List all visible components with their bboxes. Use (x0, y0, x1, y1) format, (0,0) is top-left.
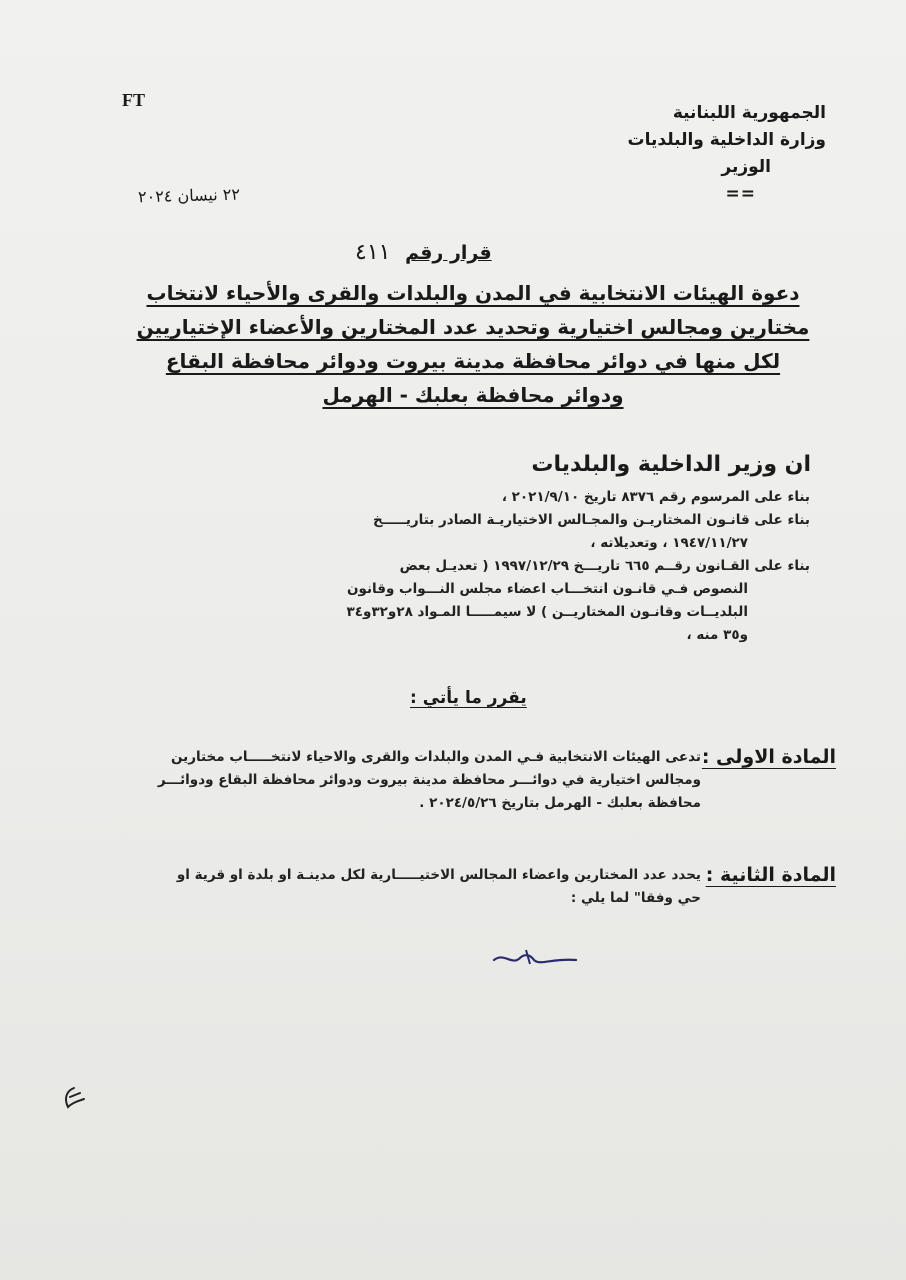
preamble-line: بناء على قانـون المختاريـن والمجـالس الاختياريـة الصادر بتاريـــــخ (373, 512, 810, 528)
republic-line: الجمهورية اللبنانية (672, 103, 826, 123)
title-line: مختارين ومجالس اختيارية وتحديد عدد المختارين والأعضاء الإختياريين (136, 315, 810, 339)
decision-label: قرار رقم (405, 242, 492, 264)
article-line: يحدد عدد المختارين واعضاء المجالس الاختيـــــارية لكل مدينـة او بلدة او قرية او (176, 867, 701, 883)
ft-mark: FT (122, 90, 146, 110)
preamble-line: البلديــات وقانـون المختاريــن ) لا سيمـــــا المـواد ٢٨و٣٢و٣٤ (346, 604, 748, 620)
header-separator: == (725, 184, 756, 204)
preamble-line: و٣٥ منه ، (686, 627, 748, 643)
article-line: محافظة بعلبك - الهرمل بتاريخ ٢٠٢٤/٥/٢٦ . (419, 795, 701, 811)
preamble (170, 486, 810, 647)
article-2-label: المادة الثانية : (705, 864, 836, 886)
article-line: ومجالس اختيارية في دوائـــر محافظة مدينة بيروت ودوائر محافظة البقاع ودوائـــر (157, 772, 701, 788)
letterhead (566, 100, 826, 208)
preamble-line: بناء على القـانون رقــم ٦٦٥ تاريـــخ ١٩٩٧/١٢/٢٩ ( تعديـل بعض (399, 558, 810, 574)
decision-number-line (355, 240, 492, 265)
article-line: حي وفقا" لما يلي : (570, 890, 701, 906)
title-line: لكل منها في دوائر محافظة مدينة بيروت ودوائر محافظة البقاع (165, 349, 781, 373)
signature-mark (490, 942, 580, 972)
minister-title: الوزير (721, 157, 771, 177)
ministry-line: وزارة الداخلية والبلديات (627, 130, 826, 150)
article-1-body (101, 746, 701, 815)
preamble-line: النصوص فـي قانـون انتخـــاب اعضاء مجلس النـــواب وقانون (346, 581, 748, 597)
article-1-label: المادة الاولى : (701, 746, 836, 768)
preamble-line: ١٩٤٧/١١/٢٧ ، وتعديلاته ، (590, 535, 748, 551)
preamble-line: بناء على المرسوم رقم ٨٣٧٦ تاريخ ٢٠٢١/٩/١٠ ، (501, 489, 810, 505)
decision-title (108, 276, 838, 412)
decides-heading: يقرر ما يأتي : (410, 688, 527, 708)
minister-line: ان وزير الداخلية والبلديات (531, 452, 811, 477)
title-line: دعوة الهيئات الانتخابية في المدن والبلدات والقرى والأحياء لانتخاب (146, 281, 800, 305)
decision-number: ٤١١ (355, 240, 391, 265)
article-2-body (101, 864, 701, 910)
handwritten-initial (60, 1085, 88, 1111)
handwritten-date: ٢٢ نيسان ٢٠٢٤ (137, 184, 241, 207)
article-line: تدعى الهيئات الانتخابية فـي المدن والبلدات والقرى والاحياء لانتخـــــاب مختارين (170, 749, 701, 765)
title-line: ودوائر محافظة بعلبك - الهرمل (322, 383, 624, 407)
